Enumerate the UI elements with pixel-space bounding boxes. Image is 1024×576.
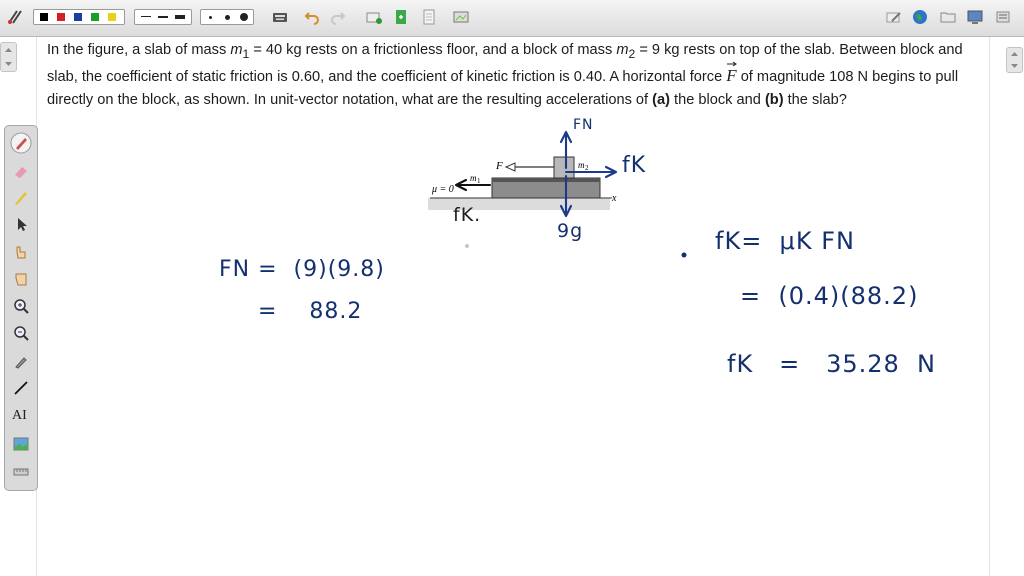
normal-force-arrow — [561, 132, 571, 168]
problem-text: = 40 kg rests on a frictionless floor, and a block of mass — [249, 42, 617, 58]
annotation-fk-right: fK — [622, 153, 647, 178]
m2-label: m — [578, 160, 585, 170]
mass-symbol: m — [616, 42, 629, 58]
mass-symbol: m — [230, 42, 243, 58]
zoom-out-icon[interactable] — [13, 325, 29, 341]
fk-equation-line1: fK= μK FN — [715, 227, 855, 255]
fk-equation-line2: = (0.4)(88.2) — [740, 282, 919, 310]
friction-arrow-right — [566, 167, 616, 177]
ruler-icon[interactable] — [13, 464, 29, 480]
problem-text: of magnitude 108 N begins to pull directly on the block, as shown. In unit-vector notation, what are the resulting accelerations of — [47, 69, 959, 108]
fk-result: fK = 35.28 N — [727, 350, 936, 378]
problem-text: the slab? — [783, 91, 847, 108]
annotation-fk-left: fK. — [453, 204, 482, 226]
tool-palette — [4, 125, 38, 491]
mu-label: μ = 0 — [432, 184, 454, 195]
m2-subscript: 2 — [585, 164, 589, 172]
select-icon[interactable] — [13, 216, 29, 232]
mass-subscript: 2 — [628, 46, 636, 61]
fn-equation-line1: FN = (9)(9.8) — [219, 257, 385, 282]
eyedropper-icon[interactable] — [13, 353, 29, 369]
bullet-dot — [682, 253, 687, 258]
eraser-icon[interactable] — [13, 163, 29, 179]
problem-text: the block and — [670, 91, 765, 108]
highlighter-icon[interactable] — [13, 189, 29, 205]
weight-arrow — [561, 176, 571, 216]
x-axis-label: x — [612, 193, 617, 204]
force-label: F — [496, 160, 503, 172]
annotation-weight: 9g — [557, 220, 584, 242]
problem-text: In the figure, a slab of mass — [47, 42, 231, 58]
annotation-fn-top: FN — [573, 117, 594, 133]
m1-label: m — [470, 173, 477, 183]
part-a-label: (a) — [652, 91, 670, 108]
hand-point-icon[interactable] — [13, 243, 29, 259]
line-icon[interactable] — [13, 380, 29, 396]
pen-dot — [465, 244, 469, 248]
zoom-in-icon[interactable] — [13, 298, 29, 314]
text-icon[interactable]: AI — [12, 408, 27, 423]
pen-icon[interactable] — [10, 132, 32, 154]
m1-subscript: 1 — [477, 177, 481, 185]
fn-equation-line2: = 88.2 — [258, 299, 363, 324]
part-b-label: (b) — [764, 91, 784, 108]
mass-subscript: 1 — [242, 46, 250, 61]
friction-arrow-left — [456, 180, 490, 190]
problem-text: = 9 kg rests on top of the slab. Between block and slab, the coefficient of static friction is 0.60, and the coefficient of kinetic friction is 0.40. A horizontal force — [47, 42, 963, 86]
image-icon[interactable] — [13, 436, 29, 452]
hand-icon[interactable] — [13, 270, 29, 286]
force-letter: F — [726, 66, 737, 86]
